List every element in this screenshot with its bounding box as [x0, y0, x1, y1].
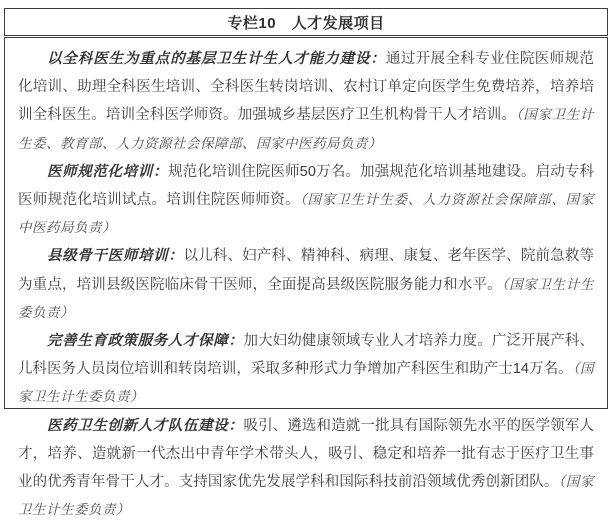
paragraph-county-backbone-physician-training [18, 242, 594, 327]
paragraph-lead: 完善生育政策服务人才保障： [47, 333, 244, 350]
responsible-agency-note: （国家卫生计生委、教育部、人力资源社会保障部、国家中医药局负责） [18, 107, 595, 151]
paragraph-body-text: 加大妇幼健康领域专业人才培养力度。广泛开展产科、儿科医务人员岗位培训和转岗培训，采取多种形式力争增加产科医生和助产士14万名。 [18, 333, 595, 378]
responsible-agency-note: （国家卫生计生委负责） [18, 276, 595, 320]
paragraph-grassroots-talent [18, 45, 594, 158]
paragraph-body-text: 通过开展全科专业住院医师规范化培训、助理全科医生培训、全科医生转岗培训、农村订单定向医学生免费培养，培养培训全科医生。培训全科医学师资。加强城乡基层医疗卫生机构骨干人才培训。 [18, 51, 595, 124]
paragraph-fertility-policy-talent-support [18, 327, 594, 412]
responsible-agency-note: （国家卫生计生委负责） [18, 474, 594, 518]
panel-body [4, 37, 608, 518]
paragraph-lead: 医药卫生创新人才队伍建设： [47, 417, 244, 434]
paragraph-innovation-talent-team [18, 412, 594, 524]
paragraph-body-text: 以儿科、妇产科、精神科、病理、康复、老年医学、院前急救等为重点，培训县级医院临床骨干医师，全面提高县级医院服务能力和水平。 [18, 248, 594, 293]
paragraph-lead: 以全科医生为重点的基层卫生计生人才能力建设： [47, 51, 386, 67]
responsible-agency-note: （国家卫生计生委负责） [18, 361, 595, 405]
paragraph-body-text: 规范化培训住院医师50万名。加强规范化培训基地建设。启动专科医师规范化培训试点。培训住院医师师资。 [18, 163, 594, 209]
panel-title-box [4, 8, 608, 36]
responsible-agency-note: （国家卫生计生委、人力资源社会保障部、国家中医药局负责） [18, 192, 595, 236]
panel-title: 专栏10 人才发展项目 [227, 14, 385, 32]
paragraph-lead: 医师规范化培训： [47, 163, 169, 180]
paragraph-physician-standardized-training [18, 158, 594, 243]
paragraph-body-text: 吸引、遴选和造就一批具有国际领先水平的医学领军人才，培养、造就新一代杰出中青年学术带头人，吸引、稳定和培养一批有志于医疗卫生事业的优秀青年骨干人才。支持国家优先发展学科和国际科技前沿领域优秀创新团队。 [18, 417, 595, 491]
paragraph-lead: 县级骨干医师培训： [47, 248, 184, 265]
